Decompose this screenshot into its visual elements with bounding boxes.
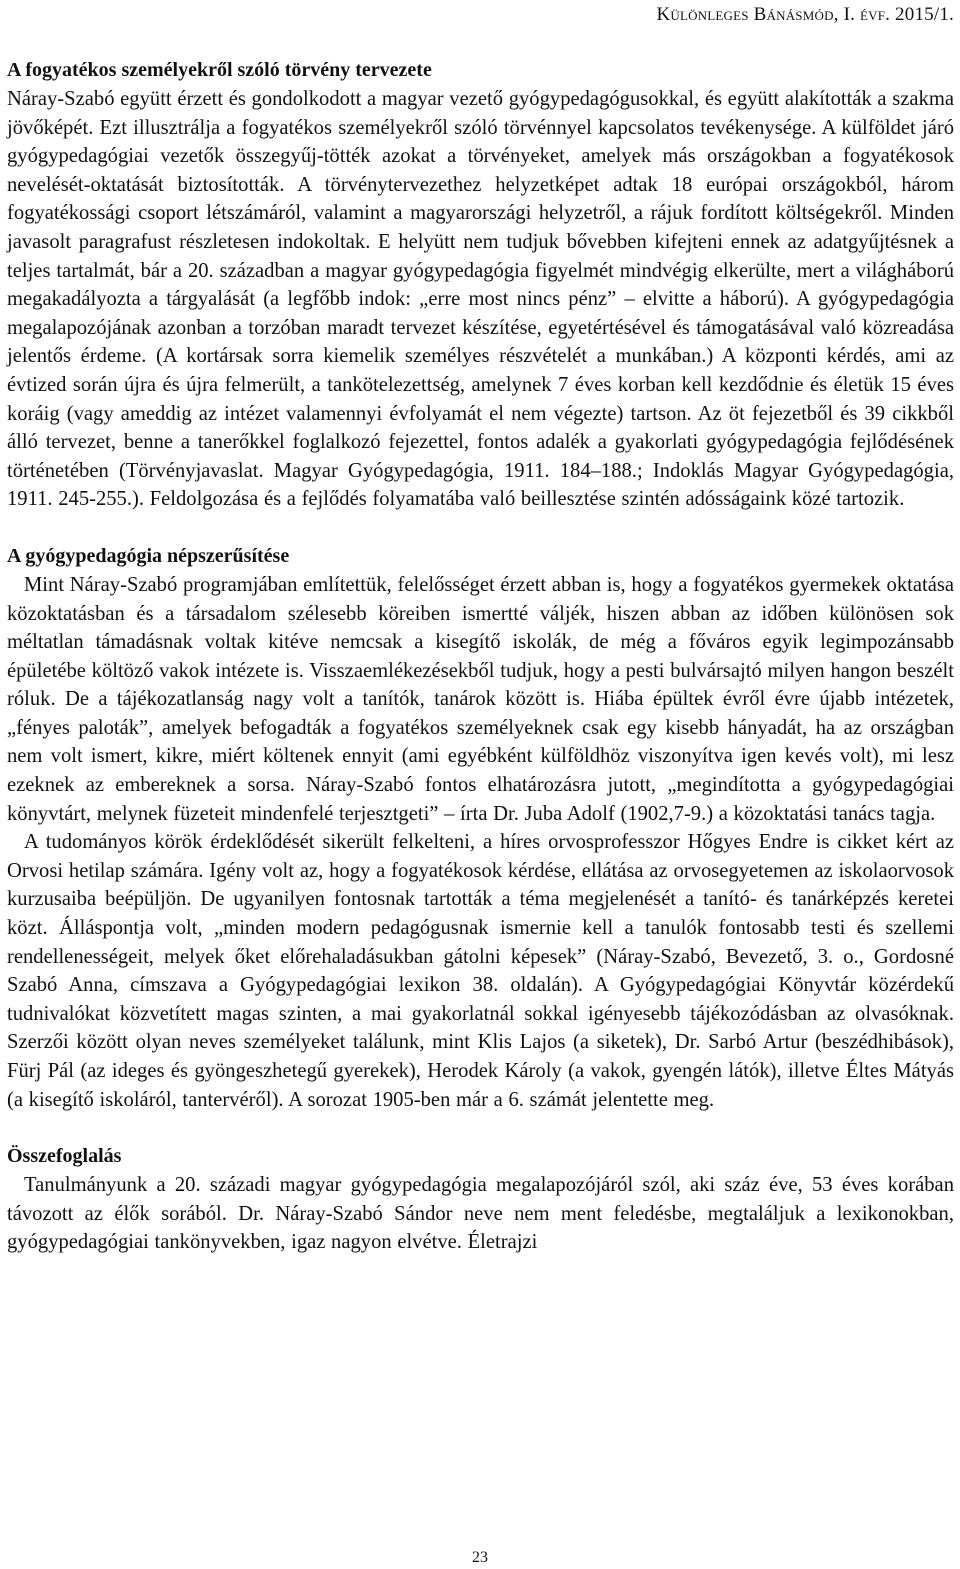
journal-issue: , I. évf. 2015/1.	[833, 4, 954, 25]
body-paragraph: Tanulmányunk a 20. századi magyar gyógypedagógia megalapozójáról szól, aki száz éve, 53 éves korában távozott az élők sorából. Dr. Náray-Szabó Sándor neve nem ment feledésbe, megtaláljuk a lexikonokban, gyógypedagógiai tankönyvekben, igaz nagyon elvétve. Életrajzi	[7, 1174, 954, 1254]
section-heading: A fogyatékos személyekről szóló törvény tervezete	[7, 59, 432, 81]
journal-title: Különleges Bánásmód	[656, 4, 834, 25]
body-paragraph: Náray-Szabó együtt érzett és gondolkodott a magyar vezető gyógypedagógusokkal, és együtt alakították a szakma jövőképét. Ezt illusztrálja a fogyatékos személyekről szóló törvénnyel kapcsolatos tevékenysége. A külföldet járó gyógypedagógiai vezetők összegyűj-tötték azokat a törvényeket, amelyek más országokban a fogyatékosok nevelését-oktatását biztosították. A törvénytervezethez helyzetképet adtak 18 európai országokból, három fogyatékossági csoport létszámáról, valamint a magyarországi helyzetről, a rájuk fordított költségekről. Minden javasolt paragrafust részletesen indokoltak. E helyütt nem tudjuk bővebben kifejteni ennek az adatgyűjtésnek a teljes tartalmát, bár a 20. században a magyar gyógypedagógia figyelmét mindvégig elkerülte, mert a világháború megakadályozta a tárgyalását (a legfőbb indok: „erre most nincs pénz” – elvitte a háború). A gyógypedagógia megalapozójának azonban a torzóban maradt tervezet készítése, egyetértésével és támogatásával való közreadása jelentős érdeme. (A kortársak sorra kiemelik személyes részvételét a munkában.) A központi kérdés, ami az évtized során újra és újra felmerült, a tankötelezettség, amelynek 7 éves korban kell kezdődnie és életük 15 éves koráig (vagy ameddig az intézet valamennyi évfolyamát el nem végezte) tartson. Az öt fejezetből és 39 cikkből álló tervezet, benne a tanerőkkel foglalkozó fejezettel, fontos adalék a gyakorlati gyógypedagógia fejlődésének történetében (Törvényjavaslat. Magyar Gyógypedagógia, 1911. 184–188.; Indoklás Magyar Gyógypedagógia, 1911. 245-255.). Feldolgozása és a fejlődés folyamatába való beillesztése szintén adósságaink közé tartozik.	[7, 88, 954, 511]
body-paragraph: Mint Náray-Szabó programjában említettük, felelősséget érzett abban is, hogy a fogyatékos gyermekek oktatása közoktatásban és a társadalom szélesebb köreiben ismertté váljék, hiszen abban az időben különösen sok méltatlan támadásnak voltak kitéve nemcsak a kisegítő iskolák, de még a főváros egyik legimpozánsabb épületébe költöző vakok intézete is. Visszaemlékezésekből tudjuk, hogy a pesti bulvársajtó milyen hangon beszélt róluk. De a tájékozatlanság nagy volt a tanítók, tanárok között is. Hiába épültek évről évre újabb intézetek, „fényes paloták”, amelyek befogadták a fogyatékos személyeknek csak egy kisebb hányadát, ha az országban nem volt ismert, kikre, miért költenek ennyit (ami egyébként külföldhöz viszonyítva igen kevés volt), mi lesz ezeknek az embereknek a sorsa. Náray-Szabó fontos elhatározásra jutott, „megindította a gyógypedagógiai könyvtárt, melynek füzeteit mindenfelé terjesztgeti” – írta Dr. Juba Adolf (1902,7-9.) a közoktatási tanács tagja.	[7, 573, 954, 825]
running-header	[656, 4, 954, 26]
body-paragraph: A tudományos körök érdeklődését sikerült felkelteni, a híres orvosprofesszor Hőgyes Endre is cikket kért az Orvosi hetilap számára. Igény volt az, hogy a fogyatékosok kérdése, ellátása az orvosegyetemen az iskolaorvosok kurzusaiba beépüljön. De ugyanilyen fontosnak tartották a téma megjelenését a tanító- és tanárképzés keretei közt. Álláspontja volt, „minden modern pedagógusnak ismernie kell a tanulók fontosabb testi és szellemi rendellenességeit, melyek őket előrehaladásukban gátolni képesek” (Náray-Szabó, Bevezető, 3. o., Gordosné Szabó Anna, címszava a Gyógypedagógiai lexikon 38. oldalán). A Gyógypedagógiai Könyvtár közérdekű tudnivalókat közvetített magas szinten, a mai gyakorlatnál sokkal igényesebb tájékozódásban az olvasóknak. Szerzői között olyan neves személyeket találunk, mint Klis Lajos (a siketek), Dr. Sarbó Artur (beszédhibások), Fürj Pál (az ideges és gyöngeszhetegű gyerekek), Herodek Károly (a vakok, gyengén látók), illetve Éltes Mátyás (a kisegítő iskoláról, tantervéről). A sorozat 1905-ben már a 6. számát jelentette meg.	[7, 831, 954, 1111]
section-osszefoglalas	[7, 1142, 954, 1257]
section-heading: A gyógypedagógia népszerűsítése	[7, 544, 290, 567]
page-content	[7, 56, 954, 1257]
section-torvenytervezet	[7, 56, 954, 514]
page-number: 23	[472, 1549, 488, 1566]
section-nepszerusites	[7, 542, 954, 1114]
section-heading: Összefoglalás	[7, 1145, 122, 1168]
